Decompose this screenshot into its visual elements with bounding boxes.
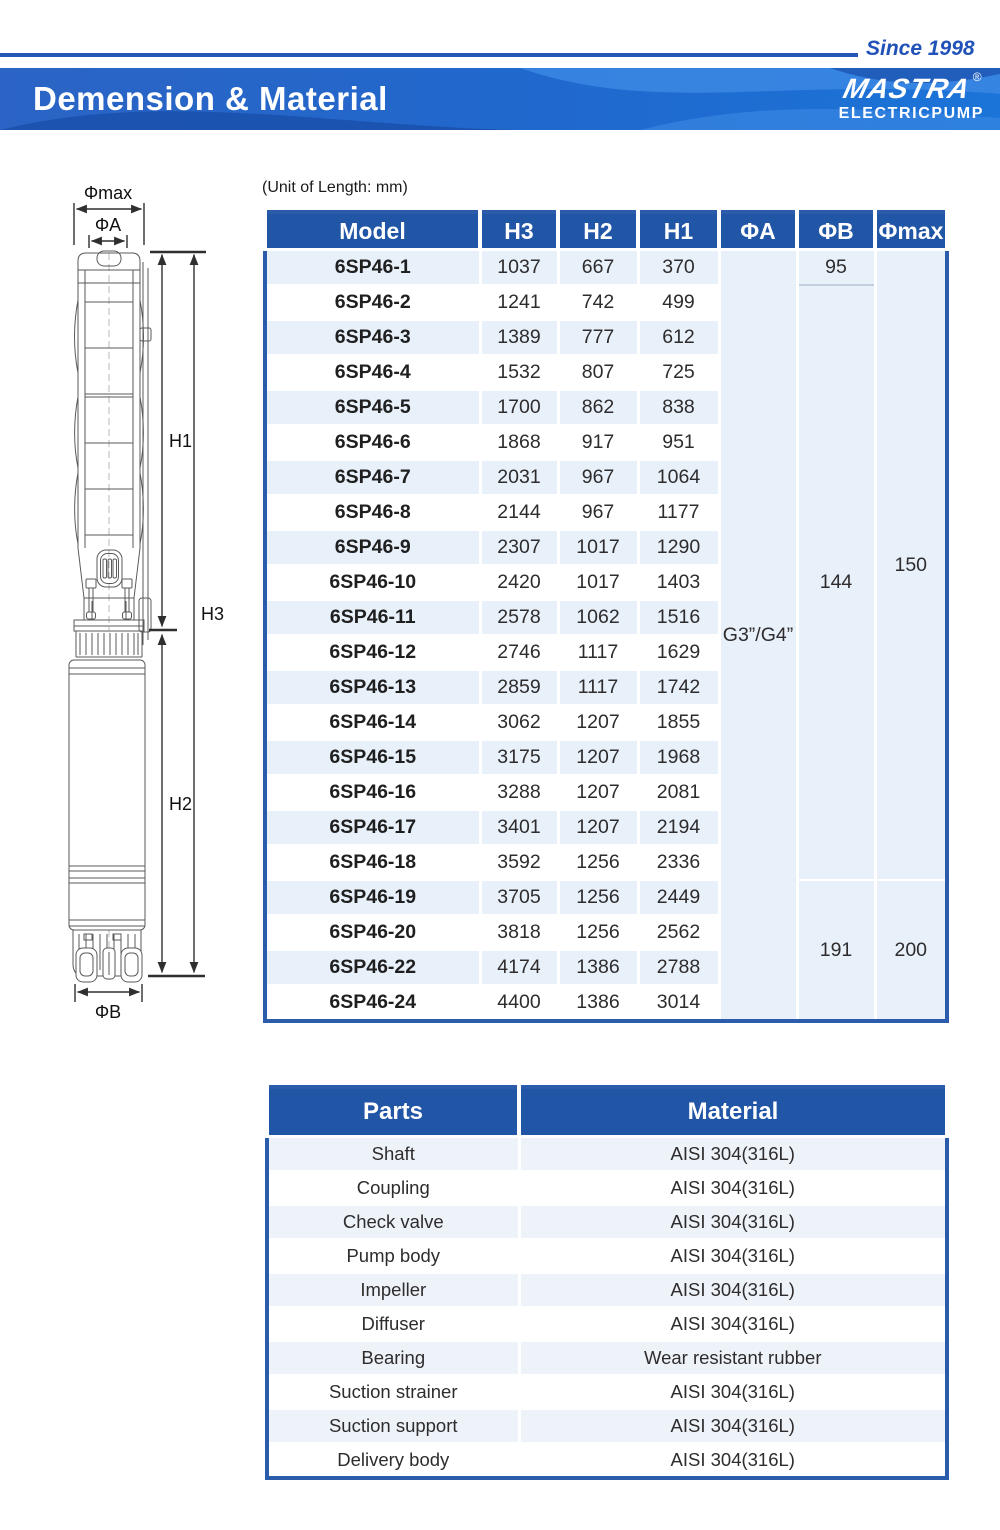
col-header-h3: H3 [480,212,558,250]
model-cell: 6SP46-20 [265,915,480,950]
col-header-phi-max: Φmax [875,212,947,250]
h3-cell: 4174 [480,950,558,985]
part-cell: Diffuser [267,1307,519,1341]
h1-cell: 838 [638,390,719,425]
dimension-row [265,880,947,915]
material-cell: AISI 304(316L) [519,1307,947,1341]
h3-cell: 2307 [480,530,558,565]
material-cell: AISI 304(316L) [519,1171,947,1205]
h1-cell: 370 [638,250,719,286]
material-table-body [267,1137,947,1479]
material-row [267,1341,947,1375]
part-cell: Bearing [267,1341,519,1375]
part-cell: Shaft [267,1137,519,1172]
model-cell: 6SP46-5 [265,390,480,425]
phi-b-merged-cell: 191 [797,880,875,1021]
model-cell: 6SP46-8 [265,495,480,530]
h1-cell: 951 [638,425,719,460]
h2-cell: 807 [558,355,638,390]
registered-mark-icon: ® [972,70,982,84]
h3-cell: 3175 [480,740,558,775]
page-title: Demension & Material [33,80,388,117]
h3-cell: 3818 [480,915,558,950]
dimension-table-header-row [265,212,947,250]
dim-label-phi-a: ΦA [94,215,122,235]
dimension-table-body [265,250,947,1022]
h3-cell: 2144 [480,495,558,530]
material-row [267,1375,947,1409]
phi-b-merged-cell: 144 [797,285,875,880]
h2-cell: 777 [558,320,638,355]
model-cell: 6SP46-3 [265,320,480,355]
dimension-row [265,285,947,320]
dim-label-phi-max: Φmax [83,183,133,203]
material-table-section [265,1085,949,1480]
mastra-logo [838,70,984,122]
col-header-phi-a: ΦA [719,212,797,250]
h3-cell: 1389 [480,320,558,355]
part-cell: Suction strainer [267,1375,519,1409]
phi-max-merged-cell: 200 [875,880,947,1021]
h2-cell: 1256 [558,915,638,950]
h1-cell: 1290 [638,530,719,565]
col-header-h1: H1 [638,212,719,250]
h1-cell: 2194 [638,810,719,845]
model-cell: 6SP46-7 [265,460,480,495]
h1-cell: 1629 [638,635,719,670]
pump-diagram [55,180,270,1030]
phi-a-merged-cell: G3”/G4” [719,250,797,1022]
material-table-header-row [267,1087,947,1137]
h3-cell: 2031 [480,460,558,495]
col-header-h2: H2 [558,212,638,250]
logo-subtitle: ELECTRICPUMP [838,105,984,122]
logo-brand-row [839,70,984,104]
material-row [267,1443,947,1478]
part-cell: Impeller [267,1273,519,1307]
dimension-table [263,210,949,1023]
material-row [267,1273,947,1307]
col-header-parts: Parts [267,1087,519,1137]
model-cell: 6SP46-1 [265,250,480,286]
h3-cell: 1532 [480,355,558,390]
model-cell: 6SP46-13 [265,670,480,705]
material-cell: AISI 304(316L) [519,1273,947,1307]
part-cell: Delivery body [267,1443,519,1478]
h3-cell: 1037 [480,250,558,286]
h2-cell: 1207 [558,810,638,845]
h3-cell: 3288 [480,775,558,810]
h1-cell: 499 [638,285,719,320]
material-cell: AISI 304(316L) [519,1409,947,1443]
h3-cell: 1241 [480,285,558,320]
model-cell: 6SP46-12 [265,635,480,670]
h2-cell: 1207 [558,775,638,810]
model-cell: 6SP46-16 [265,775,480,810]
model-cell: 6SP46-18 [265,845,480,880]
col-header-model: Model [265,212,480,250]
h1-cell: 2336 [638,845,719,880]
h2-cell: 1256 [558,880,638,915]
logo-brand-text: MASTRA [840,73,974,104]
model-cell: 6SP46-15 [265,740,480,775]
model-cell: 6SP46-2 [265,285,480,320]
h2-cell: 667 [558,250,638,286]
pump-body-drawing [69,251,151,982]
h1-cell: 2562 [638,915,719,950]
since-text: Since 1998 [866,37,975,60]
h3-cell: 3062 [480,705,558,740]
h2-cell: 1017 [558,530,638,565]
part-cell: Check valve [267,1205,519,1239]
model-cell: 6SP46-14 [265,705,480,740]
h2-cell: 1386 [558,950,638,985]
h3-cell: 2420 [480,565,558,600]
material-table [265,1085,949,1480]
dim-label-h1: H1 [169,431,193,451]
h2-cell: 742 [558,285,638,320]
material-cell: AISI 304(316L) [519,1443,947,1478]
h2-cell: 1386 [558,985,638,1021]
col-header-material: Material [519,1087,947,1137]
h2-cell: 1207 [558,740,638,775]
material-row [267,1409,947,1443]
part-cell: Suction support [267,1409,519,1443]
model-cell: 6SP46-22 [265,950,480,985]
h3-cell: 1868 [480,425,558,460]
model-cell: 6SP46-24 [265,985,480,1021]
phi-max-merged-cell: 150 [875,250,947,881]
part-cell: Pump body [267,1239,519,1273]
h1-cell: 1064 [638,460,719,495]
material-row [267,1205,947,1239]
h1-cell: 1177 [638,495,719,530]
h1-cell: 725 [638,355,719,390]
dim-label-h2: H2 [169,794,193,814]
dim-label-phi-b: ΦB [94,1002,122,1022]
material-row [267,1137,947,1172]
h1-cell: 2449 [638,880,719,915]
h1-cell: 3014 [638,985,719,1021]
model-cell: 6SP46-4 [265,355,480,390]
h2-cell: 1256 [558,845,638,880]
material-cell: AISI 304(316L) [519,1205,947,1239]
dimension-row [265,250,947,286]
material-cell: Wear resistant rubber [519,1341,947,1375]
h3-cell: 2746 [480,635,558,670]
h3-cell: 3592 [480,845,558,880]
h1-cell: 612 [638,320,719,355]
h1-cell: 1855 [638,705,719,740]
h3-cell: 2578 [480,600,558,635]
unit-note: (Unit of Length: mm) [262,179,408,196]
h2-cell: 1062 [558,600,638,635]
model-cell: 6SP46-11 [265,600,480,635]
model-cell: 6SP46-19 [265,880,480,915]
h3-cell: 3401 [480,810,558,845]
h1-cell: 1403 [638,565,719,600]
h3-cell: 1700 [480,390,558,425]
material-row [267,1171,947,1205]
phi-b-cell: 95 [797,250,875,286]
h2-cell: 967 [558,460,638,495]
material-cell: AISI 304(316L) [519,1239,947,1273]
h1-cell: 2788 [638,950,719,985]
h2-cell: 1117 [558,670,638,705]
h2-cell: 917 [558,425,638,460]
model-cell: 6SP46-17 [265,810,480,845]
h1-cell: 1516 [638,600,719,635]
material-cell: AISI 304(316L) [519,1137,947,1172]
h2-cell: 862 [558,390,638,425]
material-row [267,1307,947,1341]
h1-cell: 1968 [638,740,719,775]
h1-cell: 2081 [638,775,719,810]
material-cell: AISI 304(316L) [519,1375,947,1409]
material-row [267,1239,947,1273]
model-cell: 6SP46-6 [265,425,480,460]
h2-cell: 1117 [558,635,638,670]
since-rule [0,53,858,57]
model-cell: 6SP46-9 [265,530,480,565]
model-cell: 6SP46-10 [265,565,480,600]
h3-cell: 2859 [480,670,558,705]
h3-cell: 3705 [480,880,558,915]
h1-cell: 1742 [638,670,719,705]
header-banner [0,68,1000,130]
dimension-table-section [263,210,949,1023]
col-header-phi-b: ΦB [797,212,875,250]
h2-cell: 967 [558,495,638,530]
h3-cell: 4400 [480,985,558,1021]
part-cell: Coupling [267,1171,519,1205]
h2-cell: 1207 [558,705,638,740]
dim-label-h3: H3 [201,604,225,624]
h2-cell: 1017 [558,565,638,600]
